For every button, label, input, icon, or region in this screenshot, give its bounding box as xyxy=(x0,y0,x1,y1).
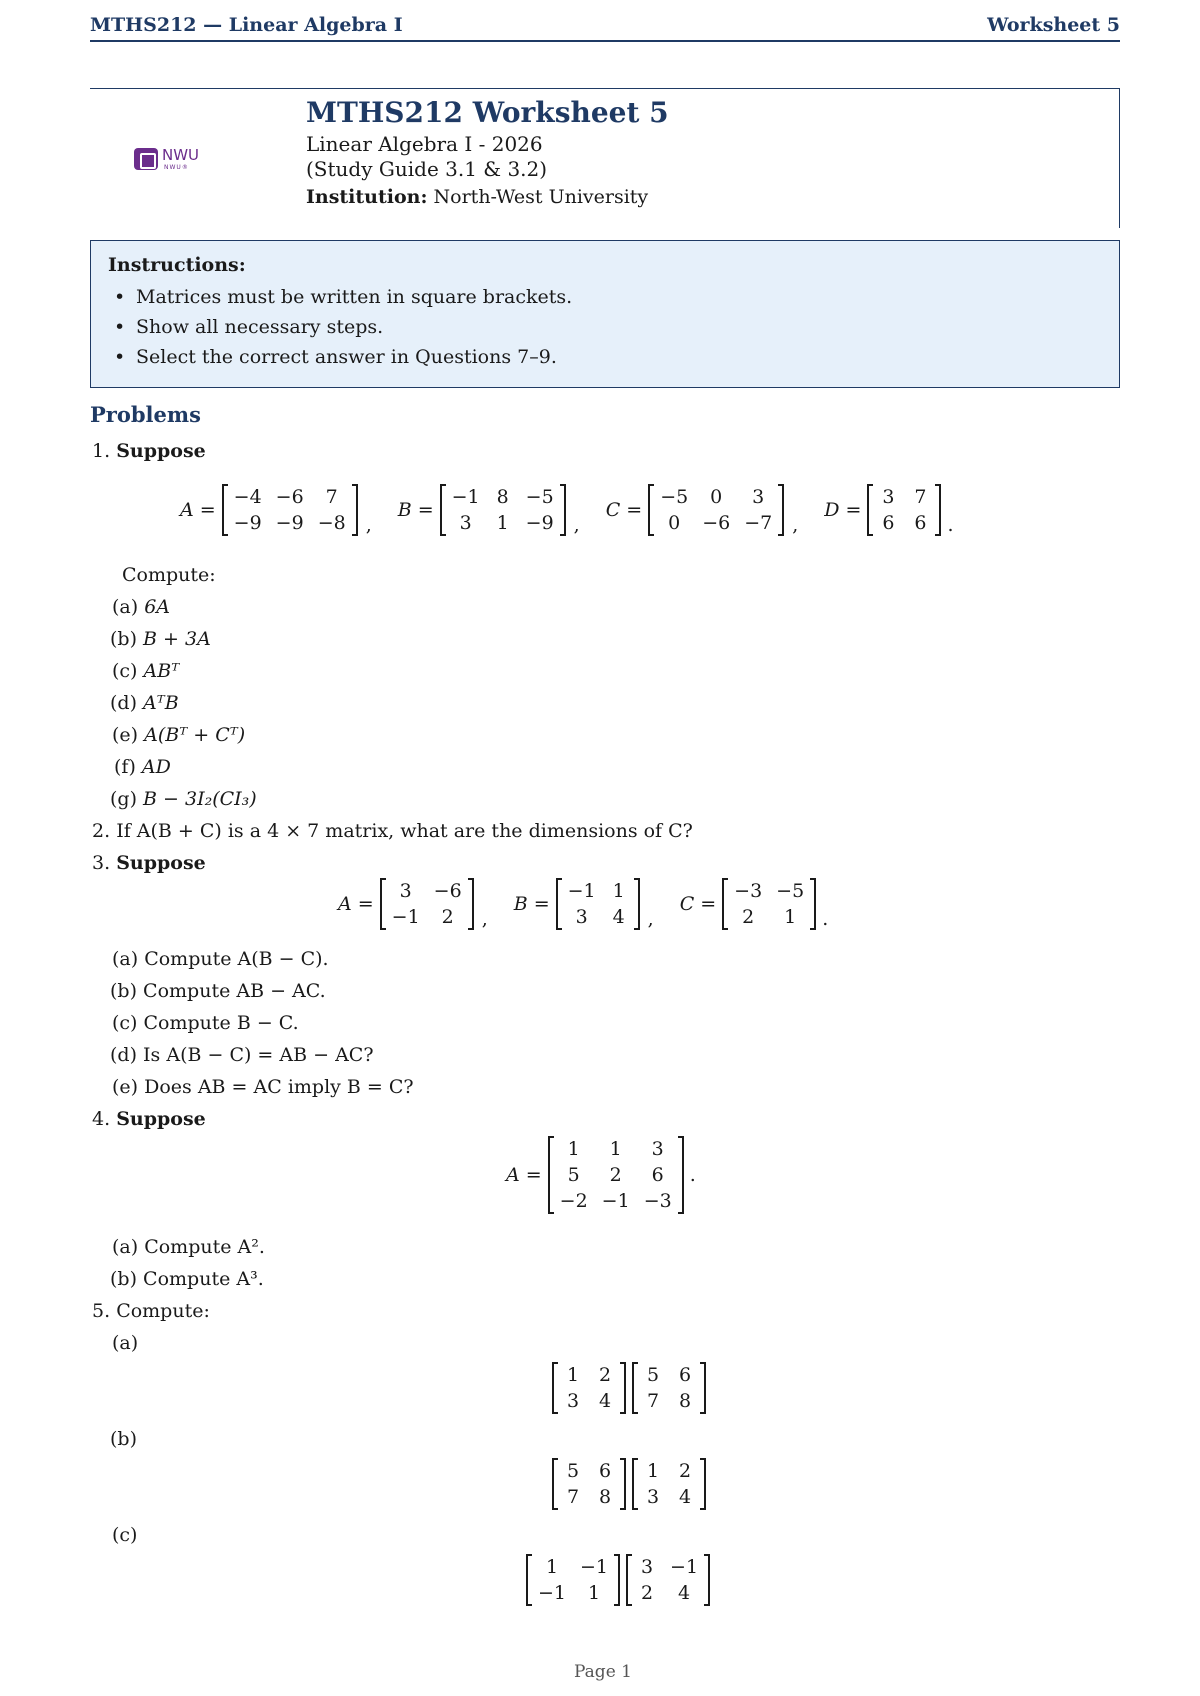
q2 xyxy=(92,820,693,842)
q1-matrix-b: −1 8 −5 3 1 −9 xyxy=(440,484,566,536)
document-study-guide: (Study Guide 3.1 & 3.2) xyxy=(306,157,548,181)
q3-lead: Suppose xyxy=(116,852,206,874)
q3-part-c: (c) Compute B − C. xyxy=(112,1012,299,1034)
q5-number: 5. xyxy=(92,1300,111,1322)
institution-label: Institution: xyxy=(306,186,428,208)
instruction-item: • Select the correct answer in Questions 7–9. xyxy=(114,346,557,368)
q4-intro xyxy=(92,1108,206,1130)
running-header-course: MTHS212 — Linear Algebra I xyxy=(90,14,403,36)
q5-part-c-product xyxy=(526,1554,710,1606)
q5b-right-matrix: 1 2 3 4 xyxy=(632,1458,706,1510)
header-rule xyxy=(90,40,1120,42)
q1-matrices: A = −4 −6 7 −9 −9 −8 , B = −1 8 −5 3 1 −9 , C = −5 0 3 0 −6 −7 , D = 3 7 6 6 . xyxy=(180,486,954,536)
q4-lead: Suppose xyxy=(116,1108,206,1130)
q5b-left-matrix: 5 6 7 8 xyxy=(552,1458,626,1510)
q4-matrix-a: 1 1 3 5 2 6 −2 −1 −3 xyxy=(548,1136,684,1214)
q5-part-a-label: (a) xyxy=(112,1332,139,1354)
q5-part-b-label: (b) xyxy=(110,1428,137,1450)
q5c-left-matrix: 1 −1 −1 1 xyxy=(526,1554,620,1606)
q3-matrix-c: −3 −5 2 1 xyxy=(722,878,816,930)
q5-lead: Compute: xyxy=(116,1300,210,1322)
q1-part-c: (c) ABᵀ xyxy=(112,660,180,682)
q5-part-b-product xyxy=(552,1458,706,1510)
q4-number: 4. xyxy=(92,1108,111,1130)
q2-text: If A(B + C) is a 4 × 7 matrix, what are the dimensions of C? xyxy=(116,820,693,842)
q5a-right-matrix: 5 6 7 8 xyxy=(632,1362,706,1414)
q1-intro xyxy=(92,440,206,462)
instruction-item: • Matrices must be written in square brackets. xyxy=(114,286,573,308)
q1-matrix-c: −5 0 3 0 −6 −7 xyxy=(648,484,784,536)
q5-intro xyxy=(92,1300,210,1322)
q4-part-a: (a) Compute A². xyxy=(112,1236,265,1258)
q3-matrix-b: −1 1 3 4 xyxy=(556,878,640,930)
q1-part-a: (a) 6A xyxy=(112,596,171,618)
q1-matrix-d: 3 7 6 6 xyxy=(867,484,941,536)
nwu-logo-icon xyxy=(134,144,210,174)
document-subtitle: Linear Algebra I - 2026 xyxy=(306,132,543,156)
document-title: MTHS212 Worksheet 5 xyxy=(306,96,669,129)
q1-part-d: (d) AᵀB xyxy=(110,692,179,714)
q4-matrix-eq: A = 1 1 3 5 2 6 −2 −1 −3 . xyxy=(506,1138,696,1212)
instructions-title: Instructions: xyxy=(108,254,246,276)
q5c-right-matrix: 3 −1 2 4 xyxy=(626,1554,710,1606)
q1-part-b: (b) B + 3A xyxy=(110,628,211,650)
bullet-icon: • xyxy=(114,316,126,338)
q5-part-a-product xyxy=(552,1362,706,1414)
institution-line xyxy=(306,186,648,208)
logo-tagline: NWU® xyxy=(164,164,189,171)
running-header-worksheet: Worksheet 5 xyxy=(987,14,1120,36)
institution-value: North-West University xyxy=(433,186,649,208)
bullet-icon: • xyxy=(114,286,126,308)
q3-matrix-a: 3 −6 −1 2 xyxy=(380,878,474,930)
problems-heading: Problems xyxy=(90,402,201,427)
q1-lead: Suppose xyxy=(116,440,206,462)
q1-compute-label: Compute: xyxy=(122,564,216,586)
q1-part-g: (g) B − 3I₂(CI₃) xyxy=(110,788,257,810)
instruction-item: • Show all necessary steps. xyxy=(114,316,384,338)
q5a-left-matrix: 1 2 3 4 xyxy=(552,1362,626,1414)
q3-matrices: A = 3 −6 −1 2 , B = −1 1 3 4 , C = −3 −5 2 1 . xyxy=(338,880,829,930)
q5-part-c-label: (c) xyxy=(112,1524,138,1546)
q3-part-d: (d) Is A(B − C) = AB − AC? xyxy=(110,1044,374,1066)
q3-number: 3. xyxy=(92,852,111,874)
logo-wordmark: NWU xyxy=(162,146,200,164)
page-number: Page 1 xyxy=(574,1662,632,1682)
q3-part-b: (b) Compute AB − AC. xyxy=(110,980,326,1002)
q3-intro xyxy=(92,852,206,874)
q2-number: 2. xyxy=(92,820,111,842)
q4-part-b: (b) Compute A³. xyxy=(110,1268,264,1290)
q1-matrix-a: −4 −6 7 −9 −9 −8 xyxy=(222,484,358,536)
bullet-icon: • xyxy=(114,346,126,368)
q1-number: 1. xyxy=(92,440,111,462)
q3-part-e: (e) Does AB = AC imply B = C? xyxy=(112,1076,414,1098)
q3-part-a: (a) Compute A(B − C). xyxy=(112,948,329,970)
q1-part-e: (e) A(Bᵀ + Cᵀ) xyxy=(112,724,246,746)
nwu-mark-icon xyxy=(134,148,158,170)
q1-part-f: (f) AD xyxy=(114,756,171,778)
